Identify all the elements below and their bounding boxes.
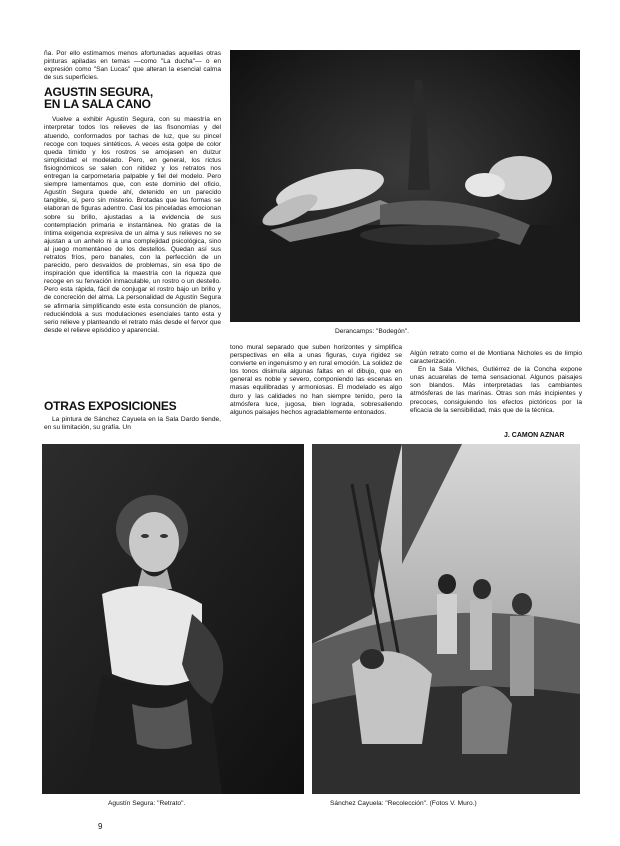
segura-heading	[44, 86, 221, 110]
top-photo-bodegon	[230, 50, 580, 322]
segura-heading-line2: EN LA SALA CANO	[44, 97, 151, 112]
otras-section	[44, 400, 221, 432]
otras-paragraph: La pintura de Sánchez Cayuela en la Sala Dardo tiende, en su limitación, su grafía. Un	[44, 416, 221, 432]
right-paragraph-1: Algún retrato como el de Montiana Nicholes es de limpio caracterización.	[410, 350, 582, 366]
segura-paragraph: Vuelve a exhibir Agustín Segura, con su maestría en interpretar todos los relieves de las fisonomías y del atuendo, conformados por tachas de luz, que su pincel recoge con toques sintéticos. A veces esta golpe de color queda tímido y los rostros se amojasen en dulzur simplicidad el modelado. Pero, en general, los rictus fisiognómicos se salen con nitidez y los retratos nos entregan la carpornetaria palpable y fiel del modelo. Pero siempre lamentamos que, con este dominio del oficio, Agustín Segura quede ahí, detenido en un parecido tangible, si, pero sin misterio. Brotadas que las formas se elaboran de figuras adentro. Casi los pinceladas emocionan sobre su brillo, ajustadas a la evidencia de sus contemplación primaria e instantánea. No gratas de la íntima exigencia expresiva de un alma y sus relieves no se ajustan a un anhelo ni a una complejidad psicológica, sino al juego momentáneo de los destellos. Quedan así sus retratos fríos, pero banales, con la perfección de un parecido, pero desvaídos de problemas, sin esa tipo de inspiración que identifica la maestría con la riqueza que recoge en su fervación inmaculable, un rostro o un destello. Pero esta rápida, fácil de conjugar el rostro bajo un brillo y de concreción del alma. La personalidad de Agustín Segura se afirmaría simplificando este esta consunción de planos, reduciéndola a sus modulaciones esenciales tanto esta y serio relieve y planteando el retrato más desde el fervor que desde el relieve episódico y aparencial.	[44, 116, 221, 334]
segura-heading-line1: AGUSTIN SEGURA,	[44, 85, 154, 100]
middle-column	[230, 344, 402, 417]
otras-heading: OTRAS EXPOSICIONES	[44, 399, 177, 413]
bottom-right-caption: Sánchez Cayuela: "Recolección". (Fotos V. Muro.)	[330, 800, 477, 807]
bodegon-image	[230, 50, 580, 322]
retrato-image	[42, 444, 304, 794]
middle-paragraph: tono mural separado que suben horizontes y simplifica perspectivas en ella a unas figuras, cuya rigidez se convierte en ingenuismo y en rural emoción. La solidez de los tonos disimula algunas faltas en el dibujo, que en general es noble y severo, componiendo las escenas en masas equilibradas y armoniosas. El modelado es algo duro y las calidades no han siempre tenido, pero la atmósfera luce, jugosa, bien lograda, sobresaliendo algunos paisajes hechos agradablemente entonados.	[230, 344, 402, 416]
right-paragraph-2: En la Sala Vilches, Gutiérrez de la Concha expone unas acuarelas de tema sensacional. Algunos paisajes son blandos. Más interpretadas las cambiantes atmósferas de las marinas. Otras son más incipientes y precoces, consiguiendo los efectos pictóricos por la eficacia de la sensibilidad, más que de la técnica.	[410, 366, 582, 414]
right-column	[410, 350, 582, 415]
bottom-right-photo-recoleccion	[312, 444, 580, 794]
recoleccion-image	[312, 444, 580, 794]
top-photo-caption: Derancamps: "Bodegón".	[335, 328, 409, 335]
bottom-left-photo-retrato	[42, 444, 304, 794]
intro-paragraph: ña. Por ello estimamos menos afortunadas aquellas otras pinturas apiladas en temas —como "La ducha"— o en expresión como "San Lucas" que alteran la esencial calma de sus superficies.	[44, 50, 221, 82]
author-signature: J. CAMON AZNAR	[504, 432, 565, 439]
left-column	[44, 50, 221, 335]
page-number: 9	[98, 822, 103, 831]
bottom-left-caption: Agustín Segura: "Retrato".	[108, 800, 186, 807]
